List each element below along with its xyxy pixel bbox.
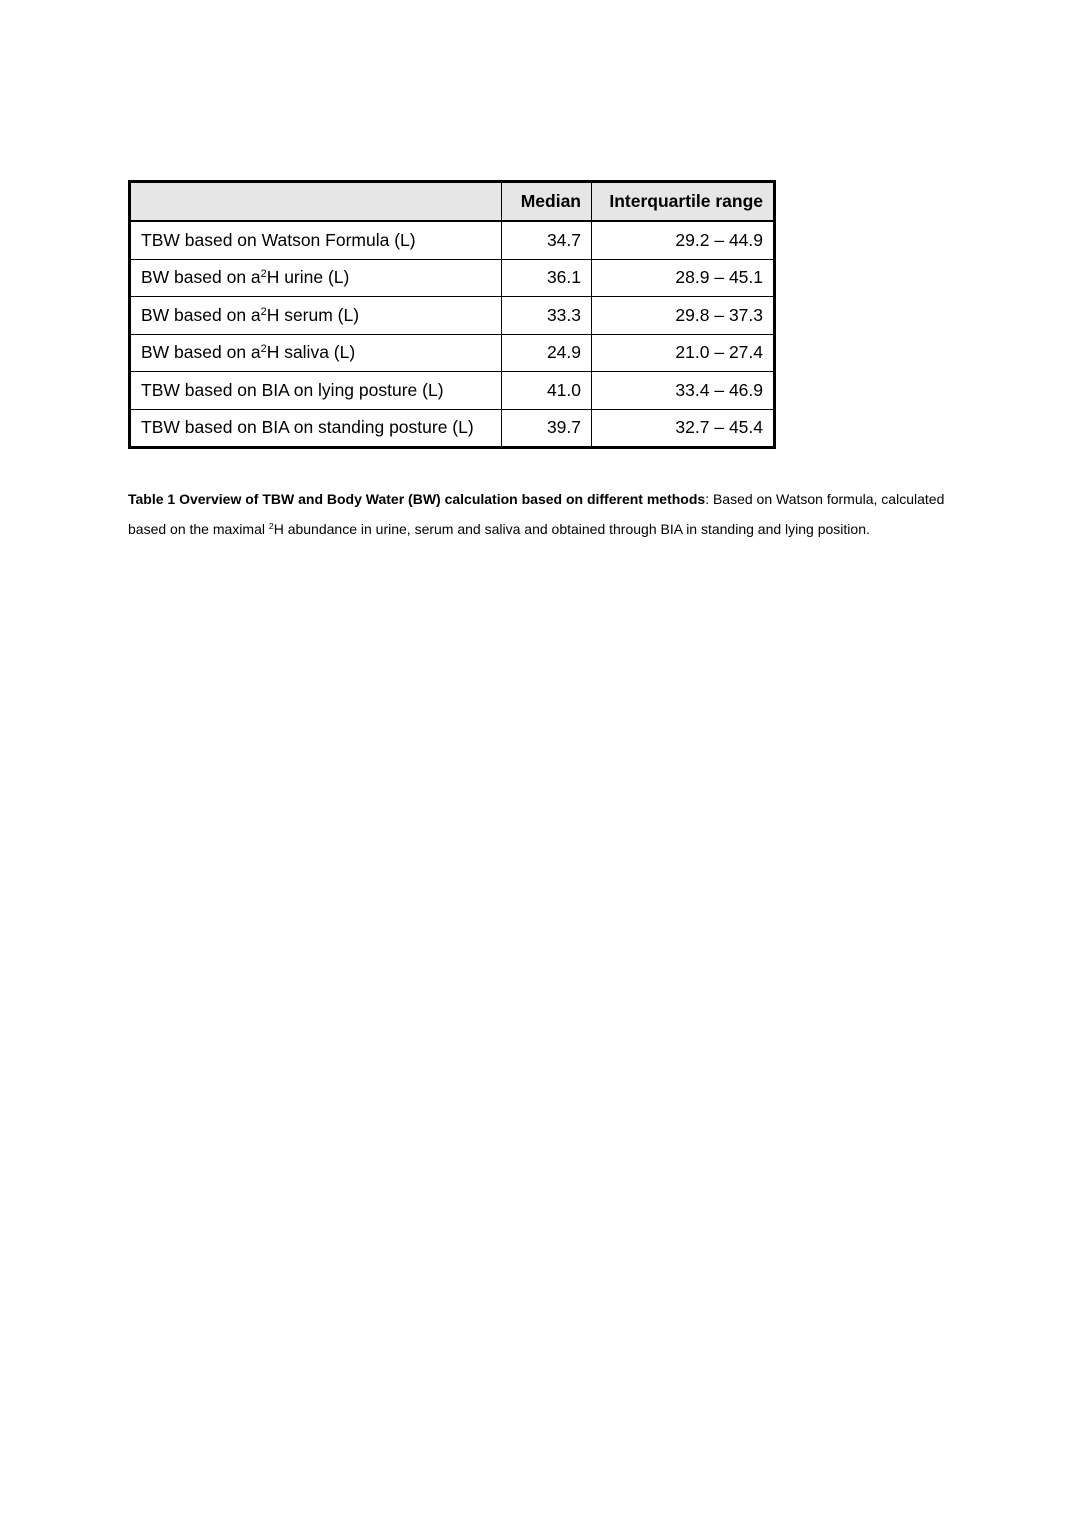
- caption-title: Table 1 Overview of TBW and Body Water (BW) calculation based on different methods: [128, 491, 706, 507]
- table-row: [130, 259, 775, 297]
- row-label: [130, 334, 502, 372]
- header-cell-label: [130, 182, 502, 222]
- median-cell: 33.3: [502, 297, 592, 335]
- iqr-cell: 28.9 – 45.1: [592, 259, 775, 297]
- row-label-superscript: 2: [260, 305, 267, 318]
- median-cell: 39.7: [502, 409, 592, 448]
- row-label-superscript: 2: [260, 343, 267, 356]
- median-cell: 34.7: [502, 221, 592, 259]
- caption-text: : Based on Watson formula, calculated based on the maximal: [128, 491, 945, 537]
- header-cell-median: Median: [502, 182, 592, 222]
- row-label-superscript: 2: [260, 268, 267, 281]
- median-cell: 41.0: [502, 372, 592, 410]
- row-label: [130, 372, 502, 410]
- header-cell-interquartile-range: Interquartile range: [592, 182, 775, 222]
- caption-superscript: 2: [268, 521, 274, 532]
- iqr-cell: 33.4 – 46.9: [592, 372, 775, 410]
- row-label-text: TBW based on Watson Formula (L): [141, 229, 416, 250]
- table-header-row: [130, 182, 775, 222]
- table-row: [130, 409, 775, 448]
- iqr-cell: 29.2 – 44.9: [592, 221, 775, 259]
- row-label: [130, 409, 502, 448]
- row-label-text: BW based on a: [141, 304, 261, 325]
- row-label-text: TBW based on BIA on lying posture (L): [141, 379, 444, 400]
- tbw-overview-table: [128, 180, 776, 449]
- row-label-text-suffix: H urine (L): [266, 267, 350, 288]
- table-row: [130, 372, 775, 410]
- caption-text-continued: H abundance in urine, serum and saliva and obtained through BIA in standing and lying position.: [273, 521, 870, 537]
- row-label: [130, 259, 502, 297]
- row-label-text-suffix: H saliva (L): [266, 342, 356, 363]
- row-label-text: BW based on a: [141, 342, 261, 363]
- median-cell: 24.9: [502, 334, 592, 372]
- row-label-text: BW based on a: [141, 267, 261, 288]
- row-label: [130, 297, 502, 335]
- iqr-cell: 29.8 – 37.3: [592, 297, 775, 335]
- table-row: [130, 221, 775, 259]
- table-row: [130, 297, 775, 335]
- median-cell: 36.1: [502, 259, 592, 297]
- row-label: [130, 221, 502, 259]
- row-label-text: TBW based on BIA on standing posture (L): [141, 417, 474, 438]
- table-row: [130, 334, 775, 372]
- iqr-cell: 21.0 – 27.4: [592, 334, 775, 372]
- table-caption: [128, 484, 948, 544]
- iqr-cell: 32.7 – 45.4: [592, 409, 775, 448]
- row-label-text-suffix: H serum (L): [266, 304, 360, 325]
